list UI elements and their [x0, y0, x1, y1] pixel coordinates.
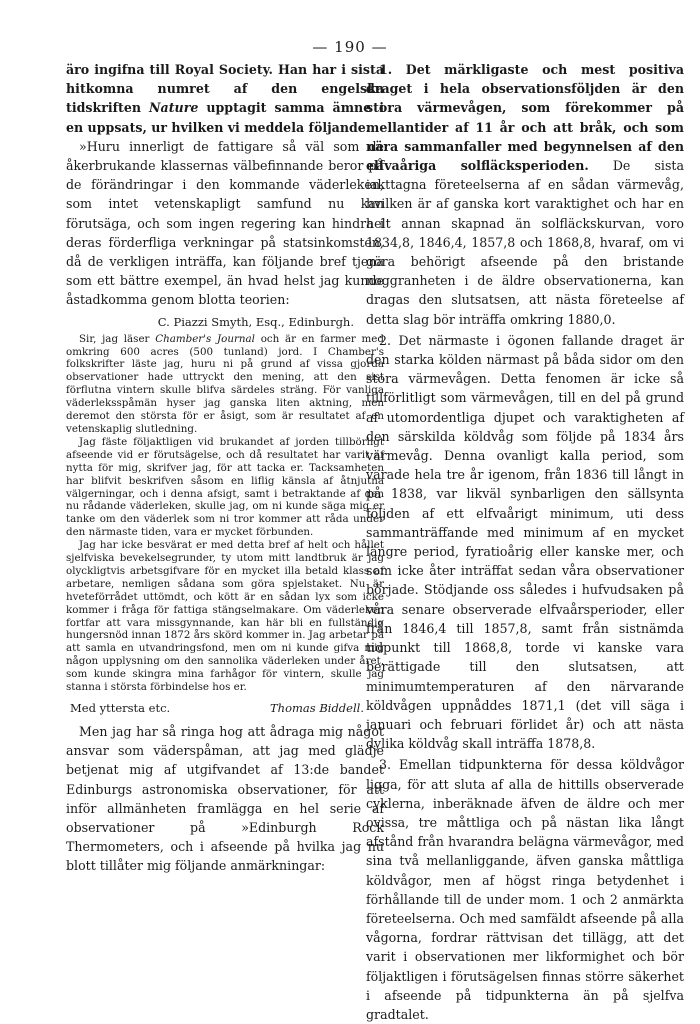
intro-text: äro ingifna till Royal Society. Han har i sista hitkomna numret af den engelska tidskriften: [66, 62, 384, 116]
left-column: [66, 60, 384, 876]
letter-addressee: C. Piazzi Smyth, Esq., Edinburgh.: [157, 314, 354, 329]
page-number: — 190 —: [312, 38, 388, 56]
journal-title: Nature: [149, 100, 199, 116]
point-1-rest: De sista iakttagna företeelserna af en sådan värmevåg, hvilken är af ganska kort varaktighet och har en helt annan skapnad än solfläckskurvan, voro 1834,8, 1846,4, 1857,8 och 1868,8, hvaraf, om vi göra behörigt afseende på den bristande noggranheten i de äldre observationerna, kan dragas den slutsatsen, att nästa företeelse af detta slag bör inträffa omkring 1880,0.: [366, 158, 684, 327]
letter-closing: Med yttersta etc.: [70, 701, 171, 716]
right-column: [366, 60, 684, 1024]
letter-closing-row: [66, 699, 384, 718]
intro-paragraph: [66, 60, 384, 137]
closing-paragraph: Men jag har så ringa hog att ådraga mig något ansvar som väderspåman, att jag med glädje betjenat mig af utgifvandet af 13:de bandet Edinburgs astronomiska observationer, för att inför allmänheten framlägga en hel serie af observationer på »Edinburgh Rock Thermometers, och i afseende på hvilka jag nu blott tillåter mig följande anmärkningar:: [66, 724, 384, 874]
point-2-paragraph: 2. Det närmaste i ögonen fallande draget är den starka kölden närmast på båda sidor om den stora värmevågen. Detta fenomen är icke så tillförlitligt som värmevågen, till en del på grund af utomordentliga djupet och varaktigheten af den särskilda köldvåg som följde på 1834 års värmevåg. Denna ovanligt kalla period, som varade hela tre år igenom, från 1836 till långt in på 1838, var likväl synbarligen den sällsynta följden af ett elfvaårigt minimum, uti dess sammanträffande med minimum af en mycket längre period, fyratioårig eller kanske mer, och som icke åter inträffat sedan våra observationer började. Stödjande oss således i hufvudsaken på våra senare observerade elfvaårsperioder, eller från 1846,4 till 1857,8, samt från sistnämda tidpunkt till 1868,8, torde vi kanske vara berättigade till den slutsatsen, att minimumtemperaturen af den närvarande köldvågen uppnåddes 1871,1 (det vill säga i januari och februari förlidet år) och att nästa dylika köldvåg skall inträffa 1878,8.: [366, 332, 684, 752]
letter-paragraph-3: Jag har icke besvärat er med detta bref af helt och hållet sjelfviska bevekelsegrunder, ty utom mitt landtbruk är jag olyckligtvis arbetsgifvare för en mycket illa betald klass af arbetare, nemligen sådana som göra spjelstaket. Nu är hveteförrådet uttömdt, och kött är en sådan lyx som icke kommer i fråga för fattiga stängselmakare. Om väderleken fortfar att vara missgynnande, kan här bli en fullständig hungersnöd innan 1872 års skörd kommer in. Jag arbetar på att samla en utvandringsfond, men om ni kunde gifva mig någon upplysning om den sannolika väderleken under året, som kunde skingra mina farhågor för vintern, skulle jag stanna i största förbindelse hos er.: [66, 539, 384, 694]
letter-signature: Thomas Biddell.: [270, 701, 364, 716]
intro-text-end: upptagit samma ämne i en uppsats, ur hvilken vi meddela följande.: [66, 100, 384, 135]
letter-paragraph-1: Sir, jag läser Chamber's Journal och är en farmer med omkring 600 acres (500 tunland) jord. I Chamber's folkskrifter läste jag, huru ni på grund af vissa gjorda observationer hade uttryckt den mening, att den sist förflutna vintern skulle blifva särdeles sträng. För vanliga väderleksspåmän hyser jag ganska liten aktning, men deremot den största för er åsigt, som är resultatet af en vetenskaplig slutledning.: [66, 332, 384, 435]
point-1-paragraph: [366, 60, 684, 329]
point-1-bold: 1. Det märkligaste och mest positiva draget i hela observationsföljden är den stora värmevågen, som förekommer på mellantider af 11 år och att bråk, och som nära sammanfaller med begynnelsen af den elfvaåriga solfläcksperioden.: [366, 62, 684, 174]
quote-paragraph: »Huru innerligt de fattigare så väl som de åkerbrukande klassernas välbefinnande beror på de förändringar i den kommande väderleken, som intet vetenskapligt samfund nu kan förutsäga, och som ingen regering kan hindra i deras förderfliga verkningar på statsinkomsten, då de verkligen inträffa, kan följande bref tjena som ett bättre exempel, än hvad helst jag kunde åstadkomma genom blotta teorien:: [66, 138, 384, 308]
letter-paragraph-2: Jag fäste följaktligen vid brukandet af jorden tillbörligt afseende vid er förutsägelse, och då resultatet har varit af nytta för mig, skrifver jag, för att tacka er. Tacksamheten har blifvit beskrifven såsom en liflig känsla af åtnjutna välgerningar, och i denna afsigt, samt i betraktande af den nu rådande väderleken, skulle jag, om ni kunde säga mig er tanke om den väderlek som ni tror kommer att råda under den närmaste tiden, vara er mycket förbunden.: [66, 435, 384, 539]
point-3-paragraph: 3. Emellan tidpunkterna för dessa köldvågor ligga, för att sluta af alla de hittills observerade cyklerna, inberäknade äfven de äldre och mer ovissa, tre måttliga och på nästan lika långt afstånd från hvarandra belägna värmevågor, med sina två mellanliggande, äfven ganska måttliga köldvågor, men af högst ringa betydenhet i förhållande till de under mom. 1 och 2 anmärkta företeelserna. Och med samfäldt afseende på alla vågorna, fordrar rättvisan det tillägg, att det varit i observationen mer likformighet och bör följaktligen i förutsägelsen finnas större säkerhet i afseende på tidpunkterna än på sjelfva gradtalet.: [366, 757, 684, 1022]
chambers-journal-title: Chamber's Journal: [155, 332, 255, 345]
